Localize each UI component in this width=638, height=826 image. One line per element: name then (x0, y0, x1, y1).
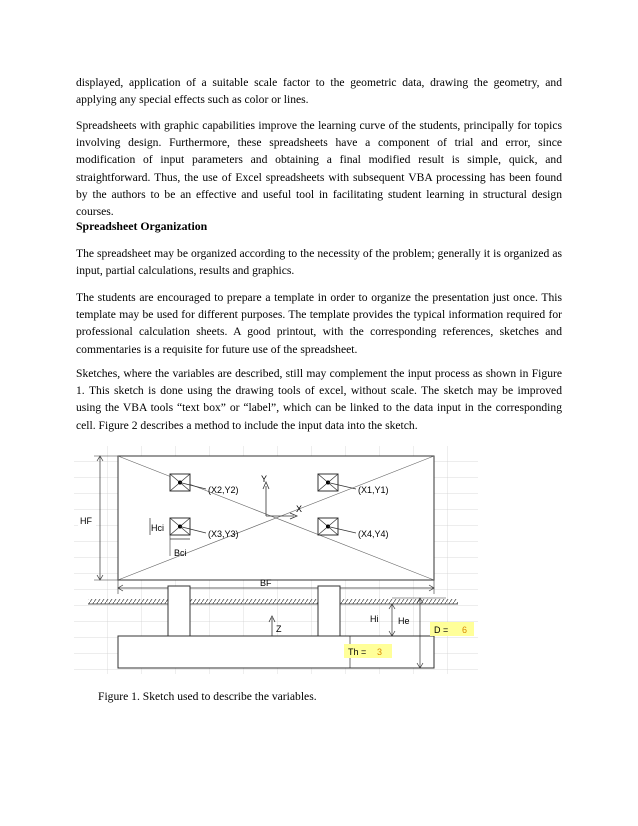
paragraph-sketches: Sketches, where the variables are described, still may complement the input process as shown in Figure 1. This sketch is done using the drawing tools of excel, without scale. The sketch may be improved using the VBA tools “text box” or “label”, which can be linked to the data input in the corresponding cell. Figure 2 describes a method to include the input data into the sketch. (76, 367, 562, 432)
section-heading: Spreadsheet Organization (76, 219, 208, 233)
coord-label-x4y4: (X4,Y4) (358, 529, 389, 539)
dimension-label-bf: BF (260, 578, 272, 588)
dimension-label-hf: HF (80, 516, 92, 526)
column-elevation-right (318, 586, 340, 636)
dimension-label-bci: Bci (174, 548, 187, 558)
x-axis-label: X (296, 504, 303, 514)
figure-caption: Figure 1. Sketch used to describe the variables. (98, 690, 317, 703)
ground-hatch (88, 599, 458, 604)
coord-label-x2y2: (X2,Y2) (208, 485, 239, 495)
paragraph-intro: displayed, application of a suitable scale factor to the geometric data, drawing the geometry, and applying any special effects such as color or lines. (76, 76, 562, 107)
paragraph-template: The students are encouraged to prepare a template in order to organize the presentation just once. This template may be used for different purposes. The template provides the typical information required for professional calculation sheets. A good printout, with the corresponding references, sketches and commentaries is a requisite for future use of the spreadsheet. (76, 291, 562, 356)
dimension-label-hci: Hci (151, 523, 164, 533)
d-label: D = (434, 625, 449, 635)
figure-1-sketch (74, 446, 478, 674)
z-axis-label: Z (276, 624, 282, 634)
coord-label-x3y3: (X3,Y3) (208, 529, 239, 539)
coord-label-x1y1: (X1,Y1) (358, 485, 389, 495)
paragraph-organization: The spreadsheet may be organized according to the necessity of the problem; generally it is organized as input, partial calculations, results and graphics. (76, 247, 562, 278)
paragraph-spreadsheets: Spreadsheets with graphic capabilities improve the learning curve of the students, principally for topics involving design. Furthermore, these spreadsheets have a component of trial and error, since modification of input parameters and obtaining a final modified result is simple, quick, and straightforward. Thus, the use of Excel spreadsheets with subsequent VBA processing has been found by the authors to be an effective and useful tool in facilitating student learning in structural design courses. (76, 119, 562, 219)
dimension-label-he: He (398, 616, 410, 626)
column-elevation-left (168, 586, 190, 636)
y-axis-label: Y (261, 474, 268, 484)
d-value: 6 (462, 625, 468, 635)
th-label: Th = (348, 647, 367, 657)
th-value: 3 (377, 647, 383, 657)
dimension-label-hi: Hi (370, 614, 379, 624)
